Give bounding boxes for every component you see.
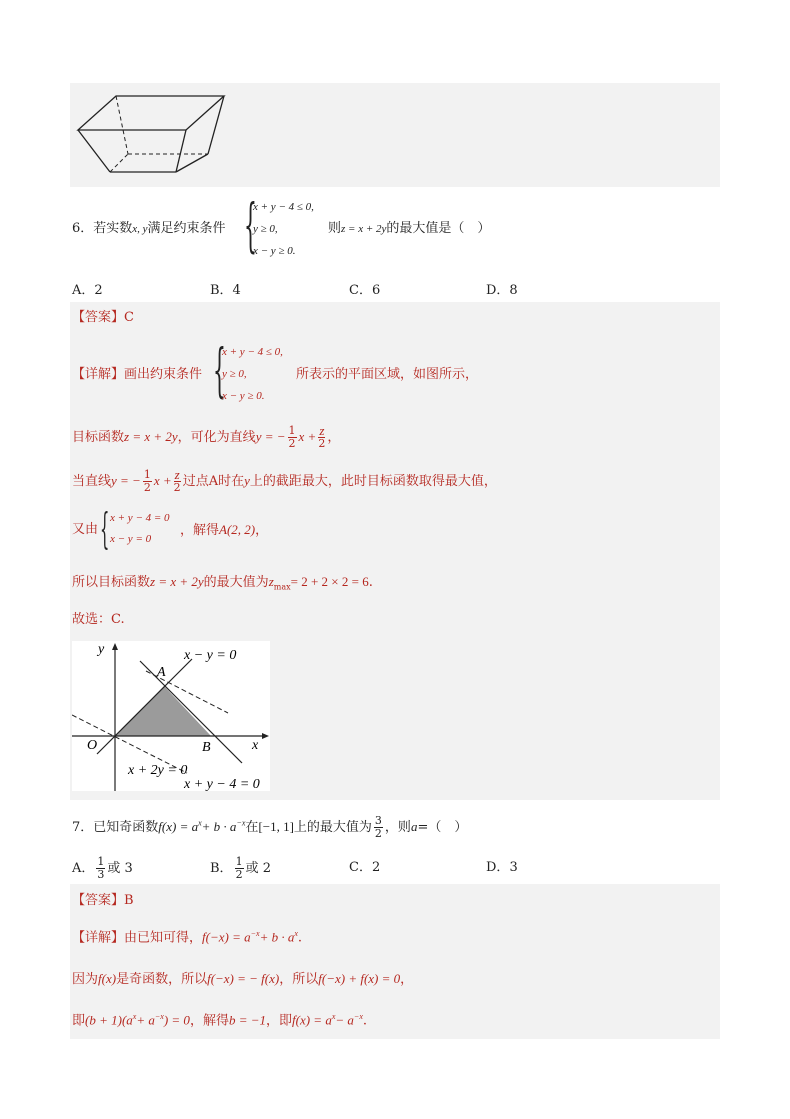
- label-y: y: [98, 642, 105, 657]
- q6-line4-eq-2: x − y = 0: [110, 533, 152, 545]
- q7-option-d-suffix: 3: [509, 860, 518, 875]
- q6-detail-line2: [72, 425, 340, 450]
- q7-detail-sup2: x: [294, 929, 298, 938]
- q7-stem-interval: [−1, 1]: [258, 819, 294, 834]
- q7-stem-a-var: a: [410, 819, 418, 834]
- q7-l2-eq2: f(−x) + f(x) = 0: [318, 971, 401, 986]
- q7-option-c: [349, 856, 380, 875]
- q7-option-b-frac: [235, 856, 244, 881]
- q6-option-b: B．4: [210, 283, 241, 298]
- q7-l3-close: ) = 0: [163, 1012, 190, 1028]
- q7-answer: 【答案】B: [72, 893, 134, 908]
- q7-l3-plus: + a: [136, 1012, 155, 1028]
- y-axis-arrow: [112, 643, 118, 650]
- q6-detail-constraint-3: x − y ≥ 0.: [222, 390, 265, 402]
- q6-constraints: [253, 196, 314, 262]
- q6-line5-b: 的最大值为: [203, 575, 269, 590]
- q7-detail-sup1: −x: [250, 929, 260, 938]
- q7-l3-sup4: −x: [353, 1012, 363, 1021]
- q7-detail-line2: [72, 972, 413, 986]
- q7-option-a-num: 1: [97, 855, 105, 868]
- q6-line2-frac2-den: 2: [318, 437, 326, 450]
- q7-stem-on: 在: [245, 820, 259, 835]
- q6-option-c: C．6: [349, 283, 381, 298]
- q7-l2-f: f(x): [98, 971, 117, 986]
- q6-stem-mid: 满足约束条件: [147, 221, 226, 236]
- label-x: x: [252, 738, 259, 753]
- q7-detail-plus: + b · a: [259, 929, 295, 945]
- q6-line3-frac2: [174, 469, 181, 494]
- q6-stem-tail: [328, 222, 490, 235]
- frustum-figure: [76, 92, 228, 178]
- q6-detail-prefix: 【详解】画出约束条件: [72, 367, 203, 382]
- q6-stem-expr: z = x + 2y: [341, 223, 387, 235]
- q7-option-c-prefix: C．: [349, 860, 372, 875]
- q7-option-d-prefix: D．: [486, 860, 510, 875]
- label-point-a: A: [157, 665, 166, 680]
- label-origin: O: [87, 738, 98, 753]
- q6-line2-frac1-den: 2: [288, 437, 296, 450]
- q6-line4-system: [110, 508, 170, 550]
- q7-option-b-prefix: B．: [210, 861, 233, 876]
- q6-line5-expr: z = x + 2y: [150, 574, 204, 589]
- q6-line3-y: y: [244, 473, 250, 488]
- q6-line3-a: 当直线: [72, 474, 112, 489]
- q6-line2-expr2: y = −: [255, 429, 286, 444]
- q7-stem: [72, 815, 467, 840]
- q6-detail-constraint-2: y ≥ 0,: [222, 368, 247, 380]
- q6-line2-end: ，: [327, 430, 341, 445]
- q6-line5-z: z: [268, 574, 274, 589]
- q6-stem-vars: x, y: [132, 223, 148, 235]
- q6-line3-b: 过点A时在: [182, 474, 245, 489]
- q7-l3-end: .: [362, 1013, 368, 1029]
- q6-line3-frac2-num: z: [174, 467, 180, 482]
- q6-line2-a: 目标函数: [72, 430, 125, 445]
- q6-line3-x: x +: [153, 473, 172, 488]
- q6-line3-frac1-den: 2: [143, 481, 151, 494]
- q6-detail-line5: [72, 575, 373, 592]
- q6-line4-tail: [180, 523, 268, 537]
- q6-detail-constraint-1: x + y − 4 ≤ 0,: [222, 346, 283, 358]
- q7-l2-end: ，: [400, 972, 414, 987]
- q7-option-b-num: 1: [235, 855, 243, 868]
- q6-line2-expr: z = x + 2y: [124, 429, 178, 444]
- x-axis-arrow: [262, 733, 269, 739]
- q6-line2-frac1-num: 1: [288, 424, 296, 437]
- q7-stem-f: f(x) = a: [158, 819, 199, 834]
- q6-line4-end: ，: [255, 523, 269, 538]
- q7-l3-b: ，解得: [189, 1013, 229, 1029]
- q7-detail-line1: [72, 930, 302, 944]
- q7-l2-a: 因为: [72, 972, 99, 987]
- q6-choice: 故选：C.: [72, 612, 125, 627]
- q6-detail-constraints: [222, 341, 283, 407]
- q6-constraint-3: x − y ≥ 0.: [253, 245, 296, 257]
- q6-line2-frac2-num: z: [319, 423, 325, 438]
- q6-line3-expr: y = −: [111, 473, 141, 488]
- q6-constraint-1: x + y − 4 ≤ 0,: [253, 201, 314, 213]
- q7-stem-b: 上的最大值为: [293, 820, 372, 835]
- q7-l3-b-val: b = −1: [228, 1012, 266, 1028]
- q7-stem-a: 7．已知奇函数: [72, 820, 159, 835]
- q7-stem-d: =（ ）: [417, 820, 468, 835]
- q7-l3-f: f(x) = a: [292, 1012, 332, 1028]
- q6-detail-suffix: 所表示的平面区域，如图所示，: [296, 367, 479, 382]
- q7-stem-plus: + b · a: [201, 819, 237, 834]
- q7-option-c-suffix: 2: [371, 860, 381, 875]
- q7-option-a-frac: [96, 856, 105, 881]
- q7-option-b-den: 2: [235, 868, 243, 881]
- q6-line2-x: x +: [298, 429, 317, 444]
- feasible-region: [115, 686, 211, 736]
- q6-answer: 【答案】C: [72, 310, 134, 325]
- q7-l3-c: ，即: [266, 1013, 293, 1029]
- q7-l3-sup2: −x: [154, 1012, 164, 1021]
- q6-line5-sub: max: [273, 582, 291, 592]
- q6-line4-brace: {: [100, 504, 110, 553]
- q6-line4-a: 又由: [72, 522, 99, 537]
- q7-option-a-prefix: A．: [72, 861, 95, 876]
- q6-line3-frac1: [143, 469, 152, 494]
- q6-stem: [72, 222, 226, 235]
- q7-detail-end: .: [297, 930, 303, 946]
- q6-line4-pt: A(2, 2): [219, 522, 256, 537]
- q7-option-a-den: 3: [97, 868, 105, 881]
- q6-constraint-2: y ≥ 0,: [253, 223, 278, 235]
- q6-line4-eq-1: x + y − 4 = 0: [110, 512, 170, 524]
- q7-option-b: [210, 856, 271, 881]
- q7-l2-eq: f(−x) = − f(x): [207, 971, 280, 986]
- q7-stem-frac-num: 3: [374, 814, 382, 827]
- q6-line2-frac2: [318, 425, 325, 450]
- q7-detail-a: 【详解】由已知可得，: [72, 930, 203, 946]
- q7-stem-frac: [374, 815, 383, 840]
- q6-line5-a: 所以目标函数: [72, 575, 151, 590]
- q7-stem-sup2: −x: [236, 818, 246, 828]
- q6-stem-then: 则: [328, 221, 342, 236]
- q7-l3-expr: (b + 1)(a: [85, 1012, 133, 1028]
- q7-detail-expr: f(−x) = a: [202, 929, 251, 945]
- q6-option-a: A．2: [72, 283, 103, 298]
- q7-l3-minus: − a: [335, 1012, 354, 1028]
- q6-feasible-region-graph: [72, 641, 270, 791]
- label-line1: x − y = 0: [184, 648, 237, 663]
- label-line2: x + 2y = 0: [128, 763, 188, 778]
- q6-line3-frac2-den: 2: [173, 481, 181, 494]
- q6-line5-end: .: [368, 575, 373, 590]
- q7-l3-sup1: x: [132, 1012, 137, 1021]
- q6-stem-suffix: 的最大值是（ ）: [386, 221, 491, 236]
- label-point-b: B: [202, 740, 211, 755]
- q7-detail-line3: [72, 1013, 367, 1027]
- q7-l3-a: 即: [72, 1013, 86, 1029]
- q6-line3-frac1-num: 1: [143, 468, 151, 481]
- q7-option-a-suffix: 或 3: [107, 861, 133, 876]
- q6-line2-frac1: [288, 425, 297, 450]
- q6-line4-b: ，解得: [180, 523, 220, 538]
- q7-stem-c: ，则: [384, 820, 411, 835]
- q7-l3-sup3: x: [331, 1012, 336, 1021]
- q6-brace: {: [244, 191, 257, 259]
- q7-option-d: [486, 856, 518, 875]
- q6-line5-val: = 2 + 2 × 2 = 6: [290, 574, 369, 589]
- q6-line2-b: ，可化为直线: [177, 430, 256, 445]
- q6-detail-brace: {: [213, 336, 226, 404]
- q7-option-b-suffix: 或 2: [245, 861, 271, 876]
- q6-detail-line3: [72, 469, 497, 494]
- q7-l2-c: ，所以: [279, 972, 319, 987]
- q7-option-a: [72, 856, 133, 881]
- q6-option-d: D．8: [486, 283, 518, 298]
- q7-stem-sup1: x: [198, 818, 202, 828]
- q6-line3-c: 上的截距最大，此时目标函数取得最大值，: [249, 474, 497, 489]
- q7-l2-b: 是奇函数，所以: [116, 972, 208, 987]
- q7-stem-frac-den: 2: [374, 827, 382, 840]
- q6-stem-prefix: 6．若实数: [72, 221, 133, 236]
- label-line3: x + y − 4 = 0: [184, 777, 260, 791]
